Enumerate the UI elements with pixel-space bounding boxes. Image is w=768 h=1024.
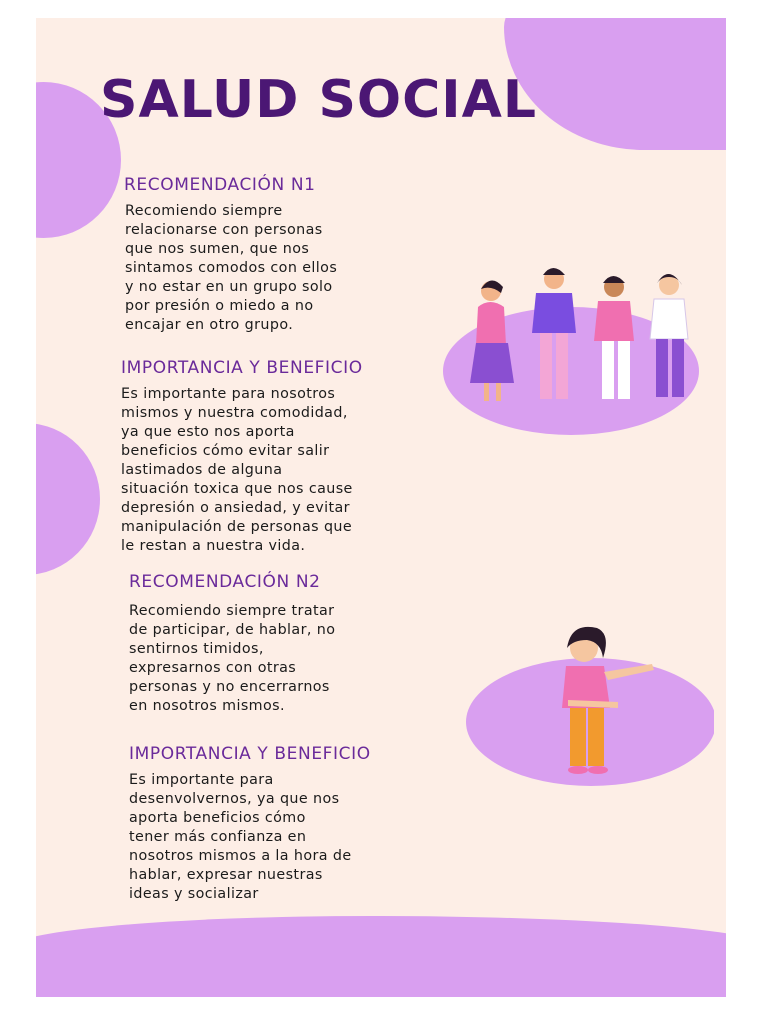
section-3-body: Recomiendo siempre tratar de participar, de hablar, no sentirnos timidos, expresarnos con otras personas y no encerrarnos en nosotros mismos.: [129, 603, 336, 714]
section-4-body: Es importante para desenvolvernos, ya que nos aporta beneficios cómo tener más confianza en nosotros mismos a la hora de hablar, expresar nuestras ideas y socializar: [129, 772, 352, 902]
page-title: SALUD SOCIAL: [100, 70, 538, 130]
section-1-body: Recomiendo siempre relacionarse con personas que nos sumen, que nos sintamos comodos con ellos y no estar en un grupo solo por presión o miedo a no encajar en otro grupo.: [125, 203, 338, 333]
woman-presenting-icon: [454, 620, 714, 790]
bottom-wave-blob: [36, 916, 726, 997]
left-middle-blob: [36, 423, 100, 575]
top-right-blob: [504, 18, 726, 150]
infographic-poster: [36, 18, 726, 997]
section-1-heading: RECOMENDACIÓN N1: [124, 175, 316, 195]
section-3-heading: RECOMENDACIÓN N2: [129, 572, 321, 592]
section-2-body: Es importante para nosotros mismos y nuestra comodidad, ya que esto nos aporta beneficios cómo evitar salir lastimados de alguna situación toxica que nos cause depresión o ansiedad, y evitar manipulación de personas que le restan a nuestra vida.: [121, 386, 353, 554]
section-4-heading: IMPORTANCIA Y BENEFICIO: [129, 744, 371, 764]
group-of-four-people-talking-icon: [436, 263, 716, 438]
section-2-heading: IMPORTANCIA Y BENEFICIO: [121, 358, 363, 378]
